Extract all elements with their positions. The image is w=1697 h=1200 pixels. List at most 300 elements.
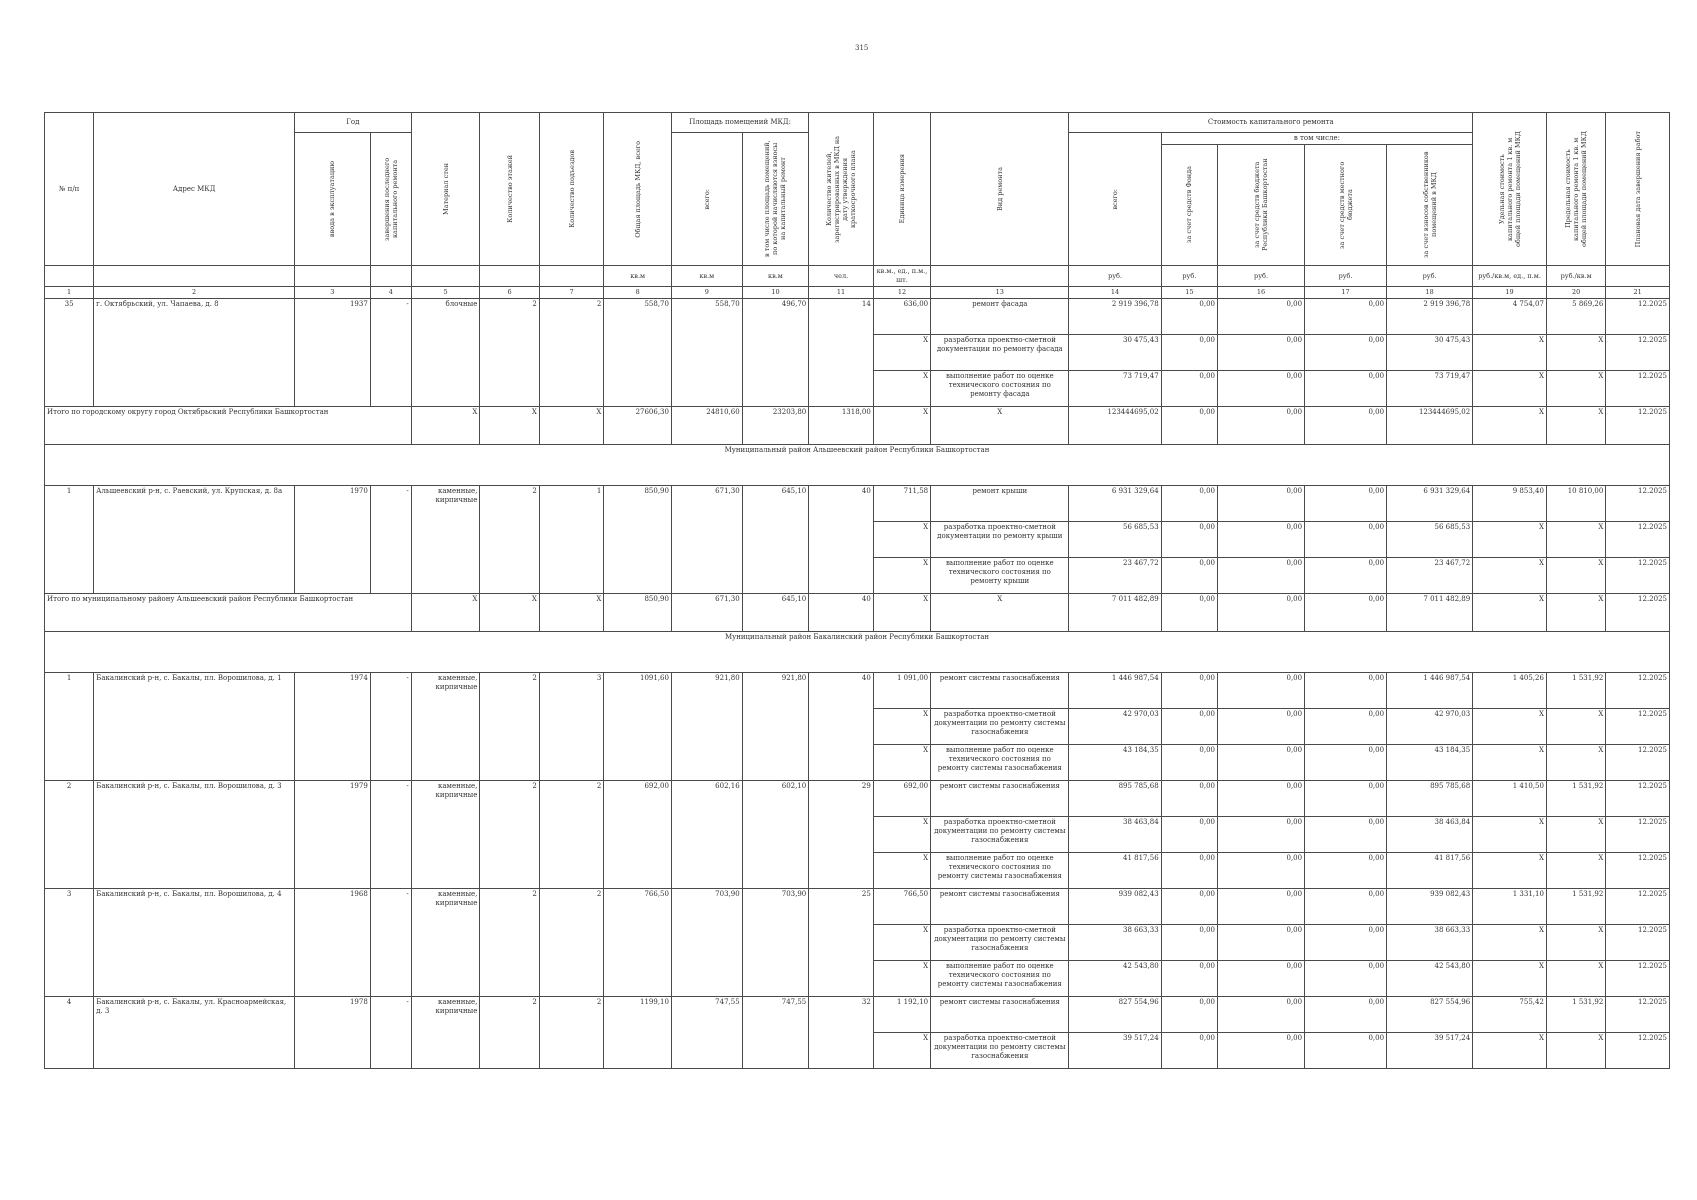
cost-owners: 56 685,53 [1387, 522, 1473, 558]
col-number: 9 [671, 287, 742, 299]
residents: 32 [809, 997, 874, 1069]
col-number: 14 [1069, 287, 1161, 299]
unit-cell: руб. [1161, 266, 1217, 287]
unit-value: X [873, 925, 930, 961]
cost-total: 6 931 329,64 [1069, 486, 1161, 522]
col-number: 17 [1305, 287, 1387, 299]
header-cost-group: Стоимость капитального ремонта [1069, 113, 1473, 133]
specific-cost: 1 410,50 [1473, 781, 1547, 817]
limit-cost: 5 869,26 [1546, 299, 1605, 335]
unit-value: 1 091,00 [873, 673, 930, 709]
specific-cost: X [1473, 558, 1547, 594]
cost-owners: 827 554,96 [1387, 997, 1473, 1033]
cost-fund: 0,00 [1161, 299, 1217, 335]
repair-type: разработка проектно-сметной документации по ремонту фасада [931, 335, 1069, 371]
cost-total: 38 463,84 [1069, 817, 1161, 853]
total-area: 27606,30 [604, 407, 672, 445]
planned-date: 12.2025 [1606, 997, 1670, 1033]
header-incl-group: в том числе: [1161, 133, 1473, 145]
cost-local: 0,00 [1305, 817, 1387, 853]
total-area: 558,70 [604, 299, 672, 407]
cost-local: 0,00 [1305, 889, 1387, 925]
header-col12 [873, 113, 930, 266]
header-col6 [480, 113, 539, 266]
unit-cell: руб./кв.м, ед., п.м. [1473, 266, 1547, 287]
cost-total: 43 184,35 [1069, 745, 1161, 781]
unit-value: X [873, 709, 930, 745]
row-number: 3 [45, 889, 94, 997]
limit-cost: X [1546, 925, 1605, 961]
cost-total: 42 970,03 [1069, 709, 1161, 745]
cost-rb: 0,00 [1218, 486, 1305, 522]
last-repair: - [370, 486, 411, 594]
specific-cost: X [1473, 745, 1547, 781]
planned-date: 12.2025 [1606, 745, 1670, 781]
specific-cost: 1 331,10 [1473, 889, 1547, 925]
cost-fund: 0,00 [1161, 522, 1217, 558]
col-number: 7 [539, 287, 604, 299]
limit-cost: X [1546, 407, 1605, 445]
area-fee: 23203,80 [742, 407, 809, 445]
total-row [45, 407, 1670, 445]
area-all: 703,90 [671, 889, 742, 997]
cost-fund: 0,00 [1161, 781, 1217, 817]
col-number: 5 [411, 287, 480, 299]
cost-rb: 0,00 [1218, 407, 1305, 445]
table-row [45, 781, 1670, 817]
cost-rb: 0,00 [1218, 335, 1305, 371]
header-col11-text: Количество жителей, зарегистрированных в МКД на дату утверждения краткосрочного плана [825, 135, 858, 243]
specific-cost: X [1473, 335, 1547, 371]
limit-cost: X [1546, 709, 1605, 745]
repair-type: выполнение работ по оценке технического состояния по ремонту крыши [931, 558, 1069, 594]
area-fee: 602,10 [742, 781, 809, 889]
address: Бакалинский р-н, с. Бакалы, пл. Ворошилова, д. 1 [94, 673, 295, 781]
header-col8 [604, 113, 672, 266]
floors: 2 [480, 889, 539, 997]
header-col10 [742, 133, 809, 266]
residents: 40 [809, 673, 874, 781]
residents: 14 [809, 299, 874, 407]
year-built: 1978 [294, 997, 370, 1069]
limit-cost: X [1546, 961, 1605, 997]
cost-rb: 0,00 [1218, 817, 1305, 853]
col-number: 1 [45, 287, 94, 299]
floors: 2 [480, 781, 539, 889]
residents: 25 [809, 889, 874, 997]
row-number: 2 [45, 781, 94, 889]
cost-owners: 1 446 987,54 [1387, 673, 1473, 709]
specific-cost: 4 754,07 [1473, 299, 1547, 335]
total-label: Итого по муниципальному району Альшеевский район Республики Башкортостан [45, 594, 412, 632]
cost-total: 73 719,47 [1069, 371, 1161, 407]
cost-rb: 0,00 [1218, 889, 1305, 925]
table-row [45, 486, 1670, 522]
total-label: Итого по городскому округу город Октябрьский Республики Башкортостан [45, 407, 412, 445]
entrances: 2 [539, 997, 604, 1069]
entrances: X [539, 594, 604, 632]
capital-repair-table [44, 112, 1670, 1069]
header-col17 [1305, 145, 1387, 266]
cost-owners: 43 184,35 [1387, 745, 1473, 781]
header-col19 [1473, 113, 1547, 266]
total-row [45, 594, 1670, 632]
limit-cost: 1 531,92 [1546, 781, 1605, 817]
cost-fund: 0,00 [1161, 335, 1217, 371]
planned-date: 12.2025 [1606, 594, 1670, 632]
header-area-group: Площадь помещений МКД: [671, 113, 808, 133]
cost-fund: 0,00 [1161, 925, 1217, 961]
header-col11 [809, 113, 874, 266]
header-col4 [370, 133, 411, 266]
unit-cell [480, 266, 539, 287]
header-col15 [1161, 145, 1217, 266]
year-built: 1979 [294, 781, 370, 889]
row-number: 35 [45, 299, 94, 407]
planned-date: 12.2025 [1606, 925, 1670, 961]
unit-cell: кв.м [604, 266, 672, 287]
specific-cost: 1 405,26 [1473, 673, 1547, 709]
cost-owners: 939 082,43 [1387, 889, 1473, 925]
cost-rb: 0,00 [1218, 925, 1305, 961]
cost-local: 0,00 [1305, 558, 1387, 594]
unit-cell: чел. [809, 266, 874, 287]
cost-rb: 0,00 [1218, 673, 1305, 709]
cost-rb: 0,00 [1218, 781, 1305, 817]
year-built: 1968 [294, 889, 370, 997]
cost-local: 0,00 [1305, 997, 1387, 1033]
table-row [45, 997, 1670, 1033]
cost-owners: 42 543,80 [1387, 961, 1473, 997]
header-col18 [1387, 145, 1473, 266]
section-row [45, 445, 1670, 486]
col-number: 8 [604, 287, 672, 299]
unit-value: X [873, 407, 930, 445]
col-number: 19 [1473, 287, 1547, 299]
total-area: 692,00 [604, 781, 672, 889]
unit-cell: руб. [1069, 266, 1161, 287]
residents: 1318,00 [809, 407, 874, 445]
cost-fund: 0,00 [1161, 817, 1217, 853]
col-number: 12 [873, 287, 930, 299]
cost-fund: 0,00 [1161, 961, 1217, 997]
unit-value: 711,58 [873, 486, 930, 522]
header-col21-text: Плановая дата завершения работ [1633, 130, 1642, 248]
planned-date: 12.2025 [1606, 673, 1670, 709]
cost-local: 0,00 [1305, 673, 1387, 709]
cost-owners: 7 011 482,89 [1387, 594, 1473, 632]
page-number: 315 [855, 44, 869, 52]
area-fee: 645,10 [742, 594, 809, 632]
header-col19-text: Удельная стоимость капитального ремонта 1 кв. м общей площади помещений МКД [1497, 131, 1522, 247]
planned-date: 12.2025 [1606, 889, 1670, 925]
repair-type: X [931, 594, 1069, 632]
planned-date: 12.2025 [1606, 522, 1670, 558]
unit-value: X [873, 558, 930, 594]
col-number: 3 [294, 287, 370, 299]
cost-owners: 42 970,03 [1387, 709, 1473, 745]
planned-date: 12.2025 [1606, 709, 1670, 745]
header-col17-text: за счет средств местного бюджета [1337, 161, 1354, 249]
entrances: 2 [539, 889, 604, 997]
limit-cost: 1 531,92 [1546, 997, 1605, 1033]
area-fee: 747,55 [742, 997, 809, 1069]
last-repair: - [370, 299, 411, 407]
specific-cost: X [1473, 709, 1547, 745]
unit-value: 1 192,10 [873, 997, 930, 1033]
unit-cell [94, 266, 295, 287]
wall-material: каменные, кирпичные [411, 889, 480, 997]
cost-fund: 0,00 [1161, 371, 1217, 407]
area-fee: 496,70 [742, 299, 809, 407]
cost-rb: 0,00 [1218, 558, 1305, 594]
header-col20 [1546, 113, 1605, 266]
limit-cost: 1 531,92 [1546, 673, 1605, 709]
header-col21 [1606, 113, 1670, 266]
repair-type: ремонт крыши [931, 486, 1069, 522]
limit-cost: X [1546, 522, 1605, 558]
limit-cost: X [1546, 558, 1605, 594]
total-area: 850,90 [604, 594, 672, 632]
cost-owners: 41 817,56 [1387, 853, 1473, 889]
cost-local: 0,00 [1305, 1033, 1387, 1069]
row-number: 1 [45, 673, 94, 781]
cost-local: 0,00 [1305, 594, 1387, 632]
cost-local: 0,00 [1305, 745, 1387, 781]
unit-cell: руб. [1218, 266, 1305, 287]
cost-local: 0,00 [1305, 853, 1387, 889]
header-col9-text: всего: [702, 188, 711, 210]
repair-type: ремонт системы газоснабжения [931, 997, 1069, 1033]
header-col7-text: Количество подъездов [567, 150, 576, 228]
header-col12-text: Единица измерения [897, 154, 906, 224]
planned-date: 12.2025 [1606, 486, 1670, 522]
cost-rb: 0,00 [1218, 997, 1305, 1033]
wall-material: каменные, кирпичные [411, 486, 480, 594]
cost-fund: 0,00 [1161, 889, 1217, 925]
unit-value: X [873, 522, 930, 558]
area-all: 747,55 [671, 997, 742, 1069]
unit-value: X [873, 853, 930, 889]
specific-cost: X [1473, 1033, 1547, 1069]
col-number: 4 [370, 287, 411, 299]
cost-local: 0,00 [1305, 371, 1387, 407]
unit-cell [411, 266, 480, 287]
residents: 40 [809, 594, 874, 632]
cost-total: 939 082,43 [1069, 889, 1161, 925]
col-number: 2 [94, 287, 295, 299]
cost-owners: 73 719,47 [1387, 371, 1473, 407]
repair-type: разработка проектно-сметной документации по ремонту системы газоснабжения [931, 925, 1069, 961]
floors: 2 [480, 673, 539, 781]
repair-type: разработка проектно-сметной документации по ремонту крыши [931, 522, 1069, 558]
header-col14 [1069, 133, 1161, 266]
cost-local: 0,00 [1305, 961, 1387, 997]
header-col3-text: ввода в эксплуатацию [328, 160, 337, 238]
units-row [45, 266, 1670, 287]
cost-total: 123444695,02 [1069, 407, 1161, 445]
header-col13 [931, 113, 1069, 266]
floors: X [480, 407, 539, 445]
floors: X [480, 594, 539, 632]
repair-type: разработка проектно-сметной документации по ремонту системы газоснабжения [931, 817, 1069, 853]
repair-type: выполнение работ по оценке технического состояния по ремонту фасада [931, 371, 1069, 407]
unit-cell: руб./кв.м [1546, 266, 1605, 287]
unit-value: 766,50 [873, 889, 930, 925]
cost-local: 0,00 [1305, 522, 1387, 558]
repair-type: ремонт системы газоснабжения [931, 781, 1069, 817]
cost-total: 39 517,24 [1069, 1033, 1161, 1069]
specific-cost: X [1473, 817, 1547, 853]
cost-fund: 0,00 [1161, 558, 1217, 594]
unit-value: X [873, 1033, 930, 1069]
specific-cost: 755,42 [1473, 997, 1547, 1033]
unit-cell: кв.м [671, 266, 742, 287]
repair-type: ремонт системы газоснабжения [931, 673, 1069, 709]
specific-cost: X [1473, 961, 1547, 997]
unit-value: X [873, 817, 930, 853]
cost-rb: 0,00 [1218, 594, 1305, 632]
section-title: Муниципальный район Бакалинский район Республики Башкортостан [45, 632, 1670, 673]
cost-owners: 38 463,84 [1387, 817, 1473, 853]
limit-cost: X [1546, 335, 1605, 371]
section-row [45, 632, 1670, 673]
col-number: 16 [1218, 287, 1305, 299]
specific-cost: X [1473, 925, 1547, 961]
header-col2: Адрес МКД [94, 113, 295, 266]
planned-date: 12.2025 [1606, 407, 1670, 445]
repair-type: выполнение работ по оценке технического состояния по ремонту системы газоснабжения [931, 853, 1069, 889]
header-col8-text: Общая площадь МКД, всего [633, 140, 642, 238]
wall-material: X [411, 407, 480, 445]
cost-rb: 0,00 [1218, 371, 1305, 407]
row-number: 1 [45, 486, 94, 594]
cost-rb: 0,00 [1218, 299, 1305, 335]
entrances: 2 [539, 299, 604, 407]
unit-cell [1606, 266, 1670, 287]
limit-cost: X [1546, 1033, 1605, 1069]
wall-material: X [411, 594, 480, 632]
limit-cost: X [1546, 817, 1605, 853]
cost-total: 827 554,96 [1069, 997, 1161, 1033]
section-title: Муниципальный район Альшеевский район Республики Башкортостан [45, 445, 1670, 486]
last-repair: - [370, 997, 411, 1069]
repair-type: X [931, 407, 1069, 445]
entrances: 3 [539, 673, 604, 781]
specific-cost: X [1473, 371, 1547, 407]
planned-date: 12.2025 [1606, 781, 1670, 817]
header-col10-text: в том числе площадь помещений, по которой начисляются взносы на капитальный ремонт [763, 140, 788, 258]
unit-cell: руб. [1305, 266, 1387, 287]
limit-cost: X [1546, 745, 1605, 781]
limit-cost: 1 531,92 [1546, 889, 1605, 925]
header-col16-text: за счет средств бюджета Республики Башкортостан [1253, 158, 1270, 252]
entrances: X [539, 407, 604, 445]
cost-owners: 6 931 329,64 [1387, 486, 1473, 522]
unit-value: X [873, 745, 930, 781]
header-col15-text: за счет средств Фонда [1185, 166, 1194, 244]
unit-cell [931, 266, 1069, 287]
limit-cost: 10 810,00 [1546, 486, 1605, 522]
cost-rb: 0,00 [1218, 1033, 1305, 1069]
address: Бакалинский р-н, с. Бакалы, пл. Ворошилова, д. 4 [94, 889, 295, 997]
cost-owners: 895 785,68 [1387, 781, 1473, 817]
address: Альшеевский р-н, с. Раевский, ул. Крупская, д. 8а [94, 486, 295, 594]
cost-total: 895 785,68 [1069, 781, 1161, 817]
floors: 2 [480, 299, 539, 407]
total-area: 766,50 [604, 889, 672, 997]
planned-date: 12.2025 [1606, 299, 1670, 335]
header-col3 [294, 133, 370, 266]
cost-total: 1 446 987,54 [1069, 673, 1161, 709]
col-number: 6 [480, 287, 539, 299]
cost-local: 0,00 [1305, 709, 1387, 745]
wall-material: каменные, кирпичные [411, 673, 480, 781]
header-col14-text: всего: [1111, 188, 1120, 210]
column-numbers-row [45, 287, 1670, 299]
header-col5-text: Материал стен [441, 163, 450, 215]
repair-type: выполнение работ по оценке технического состояния по ремонту системы газоснабжения [931, 745, 1069, 781]
unit-value: 636,00 [873, 299, 930, 335]
planned-date: 12.2025 [1606, 1033, 1670, 1069]
unit-cell [294, 266, 370, 287]
cost-owners: 38 663,33 [1387, 925, 1473, 961]
last-repair: - [370, 673, 411, 781]
repair-type: разработка проектно-сметной документации по ремонту системы газоснабжения [931, 709, 1069, 745]
cost-rb: 0,00 [1218, 961, 1305, 997]
cost-owners: 123444695,02 [1387, 407, 1473, 445]
cost-fund: 0,00 [1161, 407, 1217, 445]
area-all: 921,80 [671, 673, 742, 781]
unit-cell [539, 266, 604, 287]
specific-cost: X [1473, 407, 1547, 445]
cost-rb: 0,00 [1218, 745, 1305, 781]
col-number: 21 [1606, 287, 1670, 299]
cost-local: 0,00 [1305, 486, 1387, 522]
planned-date: 12.2025 [1606, 371, 1670, 407]
col-number: 15 [1161, 287, 1217, 299]
table-row [45, 673, 1670, 709]
row-number: 4 [45, 997, 94, 1069]
unit-value: X [873, 371, 930, 407]
repair-type: ремонт системы газоснабжения [931, 889, 1069, 925]
unit-value: X [873, 961, 930, 997]
cost-total: 2 919 396,78 [1069, 299, 1161, 335]
total-area: 850,90 [604, 486, 672, 594]
cost-fund: 0,00 [1161, 853, 1217, 889]
cost-local: 0,00 [1305, 925, 1387, 961]
cost-fund: 0,00 [1161, 1033, 1217, 1069]
area-all: 24810,60 [671, 407, 742, 445]
total-area: 1199,10 [604, 997, 672, 1069]
entrances: 2 [539, 781, 604, 889]
address: Бакалинский р-н, с. Бакалы, ул. Красноармейская, д. 3 [94, 997, 295, 1069]
area-fee: 645,10 [742, 486, 809, 594]
cost-rb: 0,00 [1218, 709, 1305, 745]
specific-cost: X [1473, 853, 1547, 889]
cost-fund: 0,00 [1161, 997, 1217, 1033]
planned-date: 12.2025 [1606, 961, 1670, 997]
cost-owners: 39 517,24 [1387, 1033, 1473, 1069]
floors: 2 [480, 486, 539, 594]
cost-owners: 30 475,43 [1387, 335, 1473, 371]
cost-local: 0,00 [1305, 781, 1387, 817]
cost-total: 41 817,56 [1069, 853, 1161, 889]
planned-date: 12.2025 [1606, 335, 1670, 371]
year-built: 1974 [294, 673, 370, 781]
total-area: 1091,60 [604, 673, 672, 781]
area-all: 602,16 [671, 781, 742, 889]
